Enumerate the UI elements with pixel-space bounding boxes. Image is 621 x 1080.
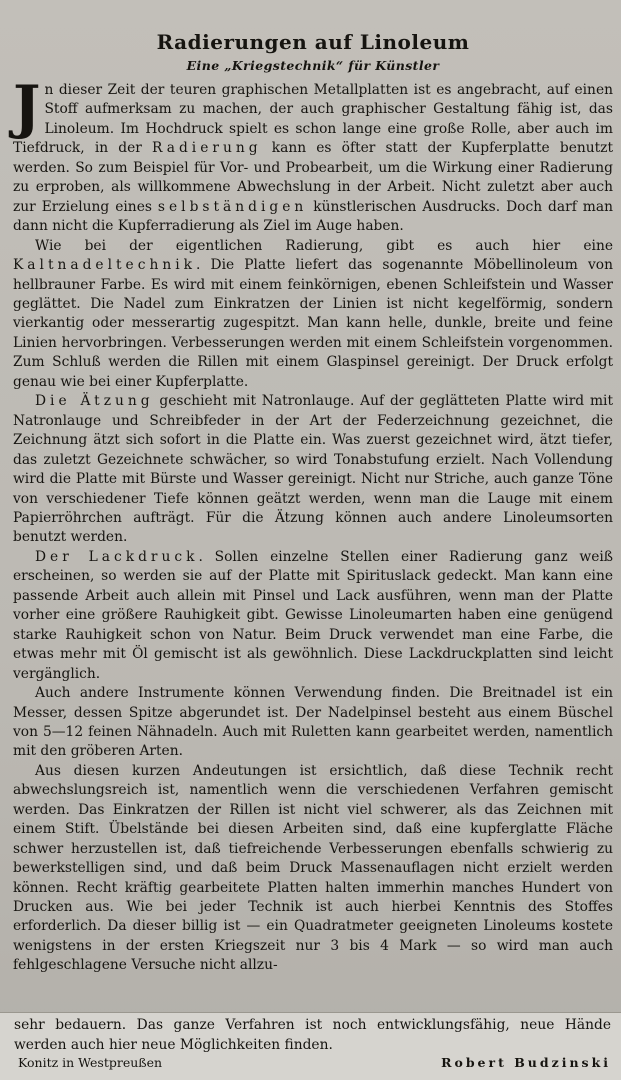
spaced-emphasis: selbständigen: [157, 198, 308, 215]
paragraph-3: Die Ätzung geschieht mit Natronlauge. Auf der geglätteten Platte wird mit Natronlauge und Schreibfeder in der Art der Federzeichnung gezeichnet, die Zeichnung ätzt sich sofort in die Platte ein. Was zuerst gezeichnet wird, ätzt tiefer, das zuletzt Gezeichnete schwächer, so wird Tonabstufung erzielt. Nach Vollendung wird die Platte mit Bürste und Wasser gereinigt. Nicht nur Striche, auch ganze Töne von verschiedener Tiefe können geätzt werden, wenn man die Lauge mit einem Papierröhrchen aufträgt. Für die Ätzung können auch andere Linoleumsorten benutzt werden.: [13, 393, 613, 546]
spaced-emphasis: Kaltnadeltechnik: [13, 257, 196, 274]
article-body: [13, 73, 613, 976]
author-name: Robert Budzinski: [441, 1055, 611, 1070]
closing-text: [14, 1016, 611, 1055]
spaced-emphasis: Der Lackdruck: [35, 548, 199, 565]
paragraph-1: Jn dieser Zeit der teuren graphischen Metallplatten ist es angebracht, auf einen Stoff aufmerksam zu machen, der auch graphischer Gestaltung fähig ist, das Linoleum. Im Hochdruck spielt es schon lange eine große Rolle, aber auch im Tiefdruck, in der Radierung kann es öfter statt der Kupferplatte benutzt werden. So zum Beispiel für Vor- und Probearbeit, um die Wirkung einer Radierung zu erproben, als willkommene Abwechslung in der Arbeit. Nicht zuletzt aber auch zur Erzielung eines selbständigen künstlerischen Ausdrucks. Doch darf man dann nicht die Kupferradierung als Ziel im Auge haben.: [13, 73, 613, 235]
paragraph-2: Wie bei der eigentlichen Radierung, gibt es auch hier eine Kaltnadeltechnik. Die Platte liefert das sogenannte Möbellinoleum von hellbrauner Farbe. Es wird mit einem feinkörnigen, ebenen Schleifstein und Wasser geglättet. Die Nadel zum Einkratzen der Linien ist nicht kegelförmig, sondern vierkantig oder messerartig zugespitzt. Man kann helle, dunkle, breite und feine Linien hervorbringen. Verbesserungen werden mit einem Schleifstein vorgenommen. Zum Schluß werden die Rillen mit einem Glaspinsel gereinigt. Der Druck erfolgt genau wie bei einer Kupferplatte.: [13, 237, 613, 390]
spaced-emphasis: Radierung: [152, 140, 262, 157]
paragraph-4: Der Lackdruck. Sollen einzelne Stellen einer Radierung ganz weiß erscheinen, so werden sie auf der Platte mit Spirituslack gedeckt. Man kann eine passende Arbeit auch allein mit Pinsel und Lack ausführen, wenn man der Platte vorher eine größere Rauhigkeit gibt. Gewisse Linoleumarten haben eine genügend starke Rauhigkeit schon von Natur. Beim Druck verwendet man eine Farbe, die etwas mehr mit Öl gemischt ist als gewöhnlich. Diese Lackdruckplatten sind leicht vergänglich.: [13, 548, 613, 682]
article-subtitle: Eine „Kriegstechnik“ für Künstler: [186, 58, 440, 73]
paragraph-7: sehr bedauern. Das ganze Verfahren ist noch entwicklungsfähig, neue Hände werden auch hier neue Möglichkeiten finden.: [14, 1017, 611, 1053]
spaced-emphasis: Die Ätzung: [35, 393, 154, 410]
article-title: Radierungen auf Linoleum: [156, 30, 470, 54]
drop-cap: J: [13, 73, 41, 141]
signature-line: [18, 1055, 611, 1070]
paragraph-5: Auch andere Instrumente können Verwendung finden. Die Breitnadel ist ein Messer, dessen Spitze abgerundet ist. Der Nadelpinsel besteht aus einem Büschel von 5—12 feinen Nähnadeln. Auch mit Ruletten kann gearbeitet werden, namentlich mit den gröberen Arten.: [13, 685, 613, 760]
paragraph-6: Aus diesen kurzen Andeutungen ist ersichtlich, daß diese Technik recht abwechslungsreich ist, namentlich wenn die verschiedenen Verfahren gemischt werden. Das Einkratzen der Rillen ist nicht viel schwerer, als das Zeichnen mit einem Stift. Übelstände bei diesen Arbeiten sind, daß eine kupferglatte Fläche schwer herzustellen ist, daß tiefreichende Verbesserungen ebenfalls schwierig zu bewerkstelligen sind, und daß beim Druck Massenauflagen nicht erzielt werden können. Recht kräftig gearbeitete Platten halten immerhin manches Hundert von Drucken aus. Wie bei jeder Technik ist auch hierbei Kenntnis des Stoffes erforderlich. Da dieser billig ist — ein Quadratmeter geeigneten Linoleums kostete wenigstens in der ersten Kriegszeit nur 3 bis 4 Mark — so wird man auch fehlgeschlagene Versuche nicht allzu-: [13, 762, 613, 974]
author-location: Konitz in Westpreußen: [18, 1055, 163, 1070]
